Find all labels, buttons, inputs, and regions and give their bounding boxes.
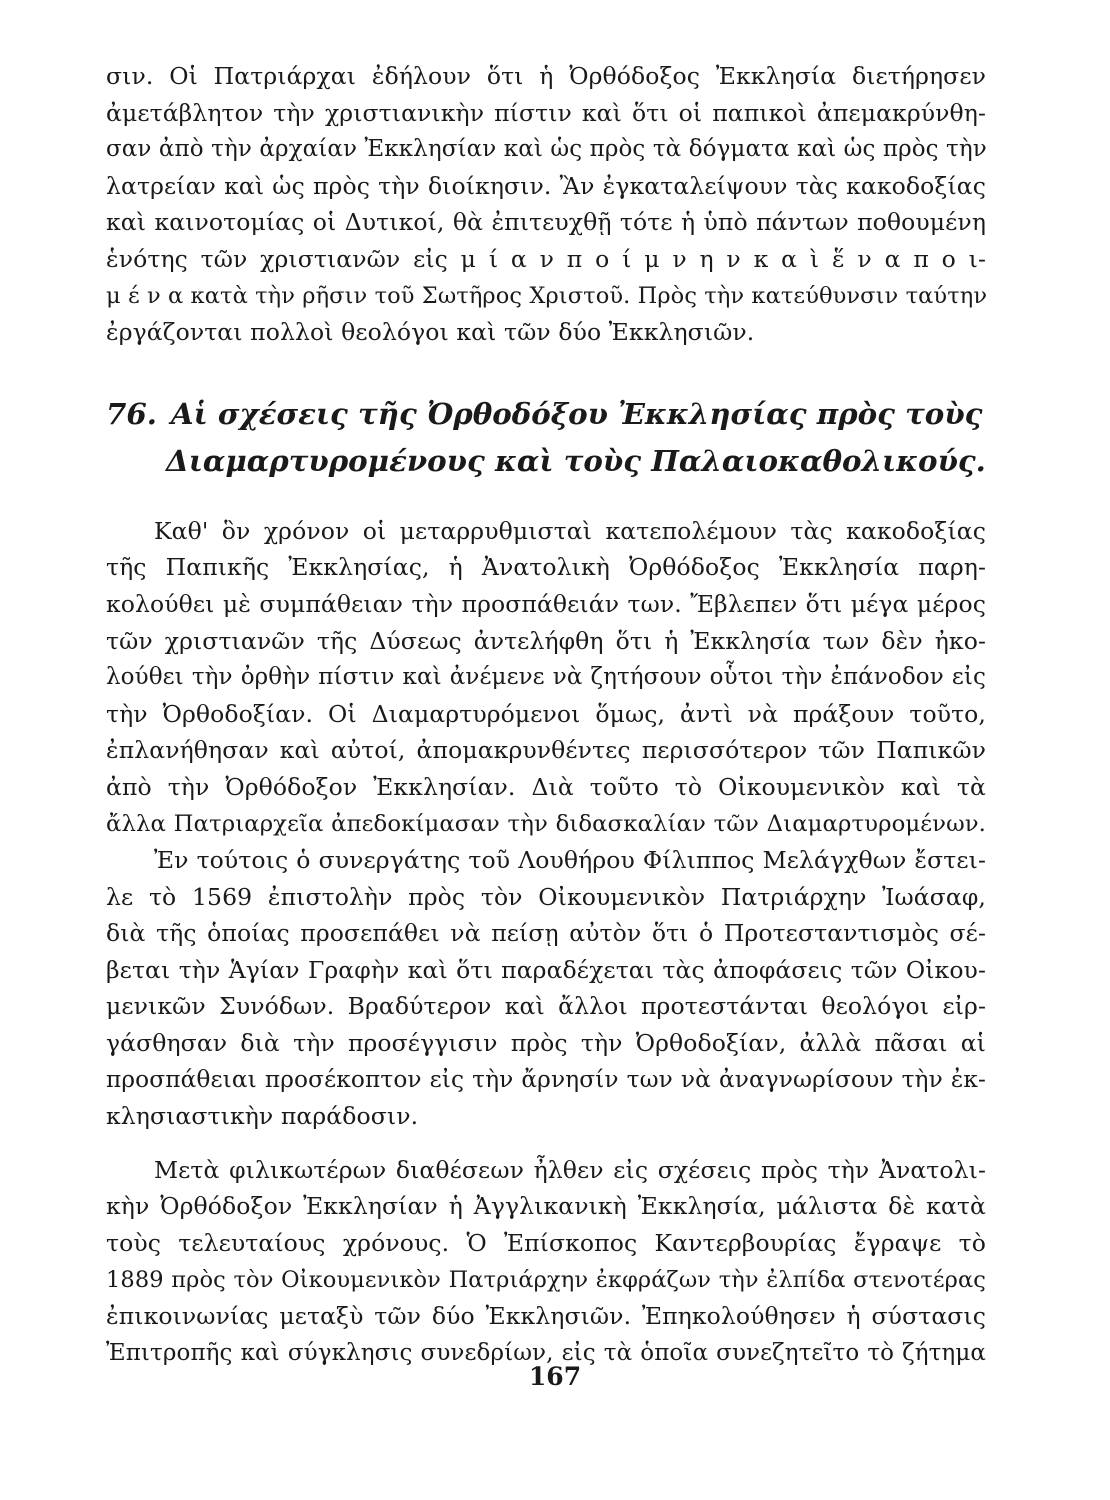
- text-line: κὴν Ὀρθόδοξον Ἐκκλησίαν ἡ Ἀγγλικανικὴ Ἐκκλησία, μάλιστα δὲ κατὰ: [106, 1192, 986, 1221]
- text-line: τῶν χριστιανῶν τῆς Δύσεως ἀντελήφθη ὅτι ἡ Ἐκκλησία των δὲν ἠκο-: [106, 626, 986, 655]
- section-title-line-2: Διαμαρτυρομένους καὶ τοὺς Παλαιοκαθολικούς.: [166, 443, 986, 478]
- text-line: λούθει τὴν ὀρθὴν πίστιν καὶ ἀνέμενε νὰ ζητήσουν οὗτοι τὴν ἐπάνοδον εἰς: [106, 664, 986, 691]
- section-number: 76.: [106, 396, 157, 431]
- text-line: μενικῶν Συνόδων. Βραδύτερον καὶ ἄλλοι προτεστάνται θεολόγοι εἰρ-: [106, 992, 986, 1021]
- text-line: ἐπικοινωνίας μεταξὺ τῶν δύο Ἐκκλησιῶν. Ἐπηκολούθησεν ἡ σύστασις: [106, 1302, 986, 1331]
- text-line: τὴν Ὀρθοδοξίαν. Οἱ Διαμαρτυρόμενοι ὅμως, ἀντὶ νὰ πράξουν τοῦτο,: [106, 699, 986, 728]
- text-line: προσπάθειαι προσέκοπτον εἰς τὴν ἄρνησίν των νὰ ἀναγνωρίσουν τὴν ἐκ-: [106, 1065, 986, 1093]
- section-heading: [106, 391, 986, 485]
- text-line: ἑνότης τῶν χριστιανῶν εἰς μ ί α ν π ο ί μ ν η ν κ α ὶ ἕ ν α π ο ι-: [106, 244, 986, 273]
- text-line: ἀπὸ τὴν Ὀρθόδοξον Ἐκκλησίαν. Διὰ τοῦτο τὸ Οἰκουμενικὸν καὶ τὰ: [106, 772, 986, 801]
- text-line: ἀμετάβλητον τὴν χριστιανικὴν πίστιν καὶ ὅτι οἱ παπικοὶ ἀπεμακρύνθη-: [106, 98, 986, 127]
- text-line: λε τὸ 1569 ἐπιστολὴν πρὸς τὸν Οἰκουμενικὸν Πατριάρχην Ἰωάσαφ,: [106, 882, 986, 911]
- section-title-text-1: Αἱ σχέσεις τῆς Ὀρθοδόξου Ἐκκλησίας πρὸς τοὺς: [170, 396, 983, 431]
- text-line: 1889 πρὸς τὸν Οἰκουμενικὸν Πατριάρχην ἐκφράζων τὴν ἐλπίδα στενοτέρας: [106, 1266, 986, 1293]
- text-line: διὰ τῆς ὁποίας προσεπάθει νὰ πείσῃ αὐτὸν ὅτι ὁ Προτεσταντισμὸς σέ-: [106, 919, 986, 948]
- text-line: Ἐπιτροπῆς καὶ σύγκλησις συνεδρίων, εἰς τὰ ὁποῖα συνεζητεῖτο τὸ ζήτημα: [106, 1339, 986, 1366]
- section-title-line-1: [106, 391, 986, 438]
- text-line: κολούθει μὲ συμπάθειαν τὴν προσπάθειάν των. Ἔβλεπεν ὅτι μέγα μέρος: [106, 589, 986, 618]
- text-line: τοὺς τελευταίους χρόνους. Ὁ Ἐπίσκοπος Καντερβουρίας ἔγραψε τὸ: [106, 1229, 986, 1258]
- paragraph-protestants: [106, 513, 986, 842]
- paragraph-anglicans: [106, 1152, 986, 1372]
- text-line: Μετὰ φιλικωτέρων διαθέσεων ἦλθεν εἰς σχέσεις πρὸς τὴν Ἀνατολι-: [154, 1155, 986, 1184]
- intro-paragraph: [106, 58, 986, 351]
- text-line: μ έ ν α κατὰ τὴν ρῆσιν τοῦ Σωτῆρος Χριστοῦ. Πρὸς τὴν κατεύθυνσιν ταύτην: [106, 282, 988, 309]
- text-line: ἄλλα Πατριαρχεῖα ἀπεδοκίμασαν τὴν διδασκαλίαν τῶν Διαμαρτυρομένων.: [106, 810, 986, 837]
- text-line: Ἐν τούτοις ὁ συνεργάτης τοῦ Λουθήρου Φίλιππος Μελάγχθων ἔστει-: [154, 846, 986, 875]
- text-line: καὶ καινοτομίας οἱ Δυτικοί, θὰ ἐπιτευχθῇ τότε ἡ ὑπὸ πάντων ποθουμένη: [106, 208, 986, 237]
- text-line: σαν ἀπὸ τὴν ἀρχαίαν Ἐκκλησίαν καὶ ὡς πρὸς τὰ δόγματα καὶ ὡς πρὸς τὴν: [106, 136, 987, 163]
- text-line: Καθ' ὃν χρόνον οἱ μεταρρυθμισταὶ κατεπολέμουν τὰς κακοδοξίας: [154, 516, 986, 545]
- text-line: ἐργάζονται πολλοὶ θεολόγοι καὶ τῶν δύο Ἐκκλησιῶν.: [106, 318, 755, 347]
- paragraph-melanchthon: [106, 842, 986, 1135]
- text-line: βεται τὴν Ἁγίαν Γραφὴν καὶ ὅτι παραδέχεται τὰς ἀποφάσεις τῶν Οἰκου-: [106, 955, 986, 984]
- text-line: λατρείαν καὶ ὡς πρὸς τὴν διοίκησιν. Ἂν ἐγκαταλείψουν τὰς κακοδοξίας: [106, 171, 986, 200]
- text-line: κλησιαστικὴν παράδοσιν.: [106, 1102, 419, 1131]
- text-line: σιν. Οἱ Πατριάρχαι ἐδήλουν ὅτι ἡ Ὀρθόδοξος Ἐκκλησία διετήρησεν: [106, 62, 986, 90]
- text-line: τῆς Παπικῆς Ἐκκλησίας, ἡ Ἀνατολικὴ Ὀρθόδοξος Ἐκκλησία παρη-: [106, 553, 986, 582]
- book-page: [106, 58, 986, 1371]
- page-number: 167: [528, 1362, 582, 1391]
- text-line: γάσθησαν διὰ τὴν προσέγγισιν πρὸς τὴν Ὀρθοδοξίαν, ἀλλὰ πᾶσαι αἱ: [106, 1029, 986, 1058]
- text-line: ἐπλανήθησαν καὶ αὐτοί, ἀπομακρυνθέντες περισσότερον τῶν Παπικῶν: [106, 736, 986, 765]
